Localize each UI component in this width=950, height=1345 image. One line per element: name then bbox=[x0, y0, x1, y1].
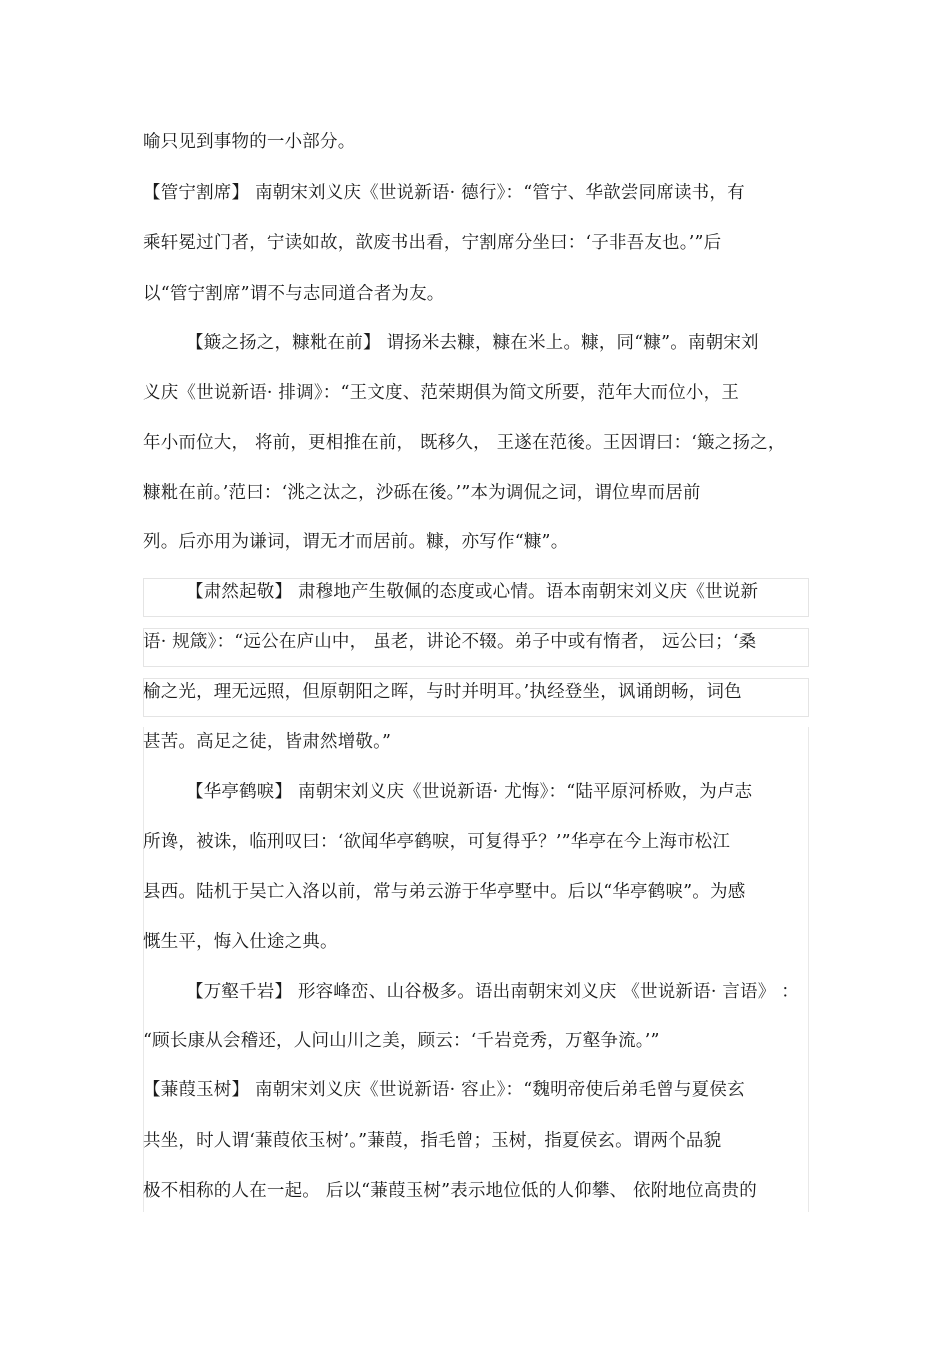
text-line: 榆之光，理无远照，但原朝阳之晖，与时并明耳。’执经登坐，讽诵朗畅，词色 bbox=[143, 682, 742, 702]
text-line: 乘轩冕过门者，宁读如故，歆废书出看，宁割席分坐曰：‘子非吾友也。’”后 bbox=[143, 233, 722, 253]
text-line: 县西。陆机于吴亡入洛以前，常与弟云游于华亭墅中。后以“华亭鹤唳”。为感 bbox=[143, 882, 746, 902]
text-line: 【管宁割席】 南朝宋刘义庆《世说新语· 德行》：“管宁、华歆尝同席读书，有 bbox=[143, 183, 745, 203]
text-line: 以“管宁割席”谓不与志同道合者为友。 bbox=[143, 284, 445, 304]
text-line: 共坐，时人谓‘蒹葭依玉树’。”蒹葭，指毛曾；玉树，指夏侯玄。谓两个品貌 bbox=[143, 1131, 722, 1151]
text-line: 【肃然起敬】 肃穆地产生敬佩的态度或心情。语本南朝宋刘义庆《世说新 bbox=[186, 582, 759, 602]
text-line: 极不相称的人在一起。 后以“蒹葭玉树”表示地位低的人仰攀、 依附地位高贵的 bbox=[143, 1181, 757, 1201]
text-line: 语· 规箴》：“远公在庐山中， 虽老，讲论不辍。弟子中或有惰者， 远公曰；‘桑 bbox=[143, 632, 757, 652]
text-line: 【万壑千岩】 形容峰峦、山谷极多。语出南朝宋刘义庆 《世说新语· 言语》 ： bbox=[186, 982, 799, 1002]
text-line: 【蒹葭玉树】 南朝宋刘义庆《世说新语· 容止》：“魏明帝使后弟毛曾与夏侯玄 bbox=[143, 1080, 745, 1100]
text-line: 甚苦。高足之徒，皆肃然增敬。” bbox=[143, 732, 392, 752]
text-line: 年小而位大， 将前，更相推在前， 既移久， 王遂在范後。王因谓曰：‘簸之扬之， bbox=[143, 433, 786, 453]
text-line: 糠粃在前。’范曰：‘洮之汰之，沙砾在後。’”本为调侃之词，谓位卑而居前 bbox=[143, 483, 701, 503]
text-line: 【簸之扬之，糠粃在前】 谓扬米去糠，糠在米上。糠，同“糠”。南朝宋刘 bbox=[186, 333, 759, 353]
text-line: “顾长康从会稽还，人问山川之美，顾云：‘千岩竞秀，万壑争流。’” bbox=[143, 1031, 660, 1051]
text-line: 义庆《世说新语· 排调》：“王文度、范荣期俱为简文所要，范年大而位小，王 bbox=[143, 383, 740, 403]
text-line: 所谗，被诛，临刑叹曰：‘欲闻华亭鹤唳，可复得乎？’”华亭在今上海市松江 bbox=[143, 832, 731, 852]
text-line: 喻只见到事物的一小部分。 bbox=[143, 132, 356, 152]
text-line: 【华亭鹤唳】 南朝宋刘义庆《世说新语· 尤悔》：“陆平原河桥败，为卢志 bbox=[186, 782, 753, 802]
text-line: 慨生平，悔入仕途之典。 bbox=[143, 932, 338, 952]
text-line: 列。后亦用为谦词，谓无才而居前。糠，亦写作“糠”。 bbox=[143, 532, 569, 552]
